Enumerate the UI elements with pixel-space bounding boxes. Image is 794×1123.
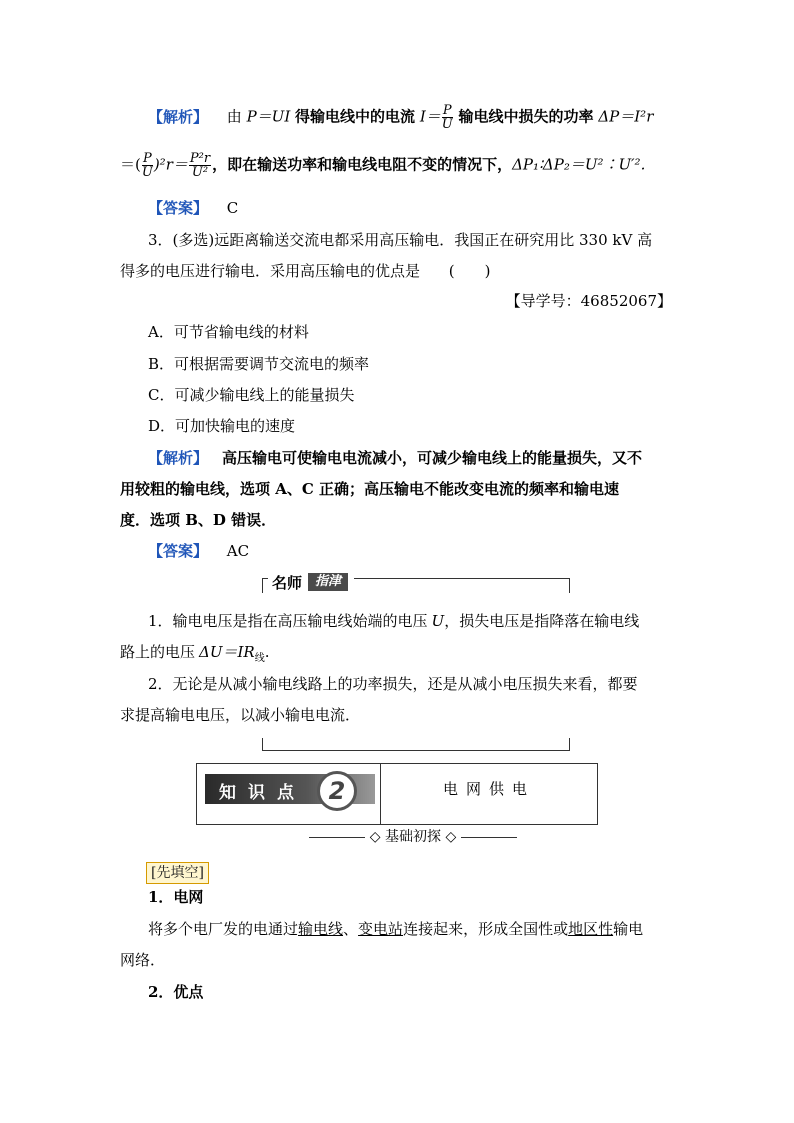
guide-number: 【导学号：46852067】 — [505, 292, 672, 310]
option-d: D．可加快输电的速度 — [148, 417, 296, 435]
q3-analysis-3: 度．选项 B、D 错误． — [120, 511, 277, 529]
heading-grid: 1．电网 — [148, 888, 204, 906]
grid-paragraph-1: 将多个电厂发的电通过输电线、变电站连接起来，形成全国性或地区性输电 — [148, 920, 644, 938]
blank-substation: 变电站 — [358, 920, 404, 938]
note-box-bottom — [262, 738, 570, 751]
section-divider-label: ◇ 基础初探 ◇ — [369, 829, 457, 845]
note-item-1: 1．输电电压是指在高压输电线始端的电压 U，损失电压是指降落在输电线 — [148, 612, 640, 630]
note-item-2: 2．无论是从减小输电线路上的功率损失，还是从减小电压损失来看，都要 — [148, 675, 638, 693]
q3-analysis-2: 用较粗的输电线，选项 A、C 正确；高压输电不能改变电流的频率和输电速 — [120, 480, 620, 498]
blank-power-line: 输电线 — [298, 920, 344, 938]
knowledge-point-number: 2 — [317, 771, 357, 811]
option-a: A．可节省输电线的材料 — [148, 323, 309, 341]
knowledge-point-label: 知识点 — [219, 783, 306, 803]
fill-blank-tag: [先填空] — [146, 862, 209, 884]
answer-bracket: ( ) — [448, 262, 491, 280]
fraction-p2r-over-u2: $\frac{\text{P²r}}{\text{U²}}$ — [189, 151, 211, 180]
analysis-label: 【解析】 — [148, 107, 209, 126]
q3-stem-1: 3．(多选)远距离输送交流电都采用高压输电．我国正在研究用比 330 kV 高 — [148, 231, 653, 249]
knowledge-point-title: 电网供电 — [442, 780, 535, 798]
knowledge-point-box — [196, 763, 598, 825]
knowledge-point-badge — [197, 764, 381, 824]
note-item-2b: 求提高输电电压，以减小输电电流． — [120, 706, 361, 724]
q3-stem-2: 得多的电压进行输电．采用高压输电的优点是 ( ) — [120, 262, 491, 280]
analysis-line-1: 【解析】 由 P＝UI 得输电线中的电流 I＝ $\frac{P}{U}$ 输电线中损失的功率 ΔP＝I²r — [148, 103, 654, 132]
heading-advantages: 2．优点 — [148, 983, 204, 1001]
q3-analysis-1: 【解析】 高压输电可使输电电流减小，可减少输电线上的能量损失，又不 — [148, 449, 643, 467]
fraction-p-over-u-2: $\frac{P}{U}$ — [141, 151, 153, 180]
fraction-p-over-u: $\frac{P}{U}$ — [441, 103, 453, 132]
section-divider — [300, 826, 526, 846]
answer-line-q3: 【答案】 AC — [148, 542, 250, 560]
note-item-1b: 路上的电压 $\Delta U=IR_线$. — [120, 643, 270, 664]
option-b: B．可根据需要调节交流电的频率 — [148, 355, 370, 373]
analysis-line-2: ＝( $\frac{P}{U}$ )²r＝ $\frac{\text{P²r}}{\text{U²}}$ ，即在输送功率和输电线电阻不变的情况下，ΔP₁∶ΔP₂＝U²∶U′². — [120, 151, 646, 180]
grid-paragraph-1b: 网络． — [120, 951, 166, 969]
answer-line-q2: 【答案】 C — [148, 199, 239, 217]
blank-regional: 地区性 — [568, 920, 614, 938]
option-c: C．可减少输电线上的能量损失 — [148, 386, 355, 404]
note-label: 名师 指津 — [268, 570, 354, 592]
